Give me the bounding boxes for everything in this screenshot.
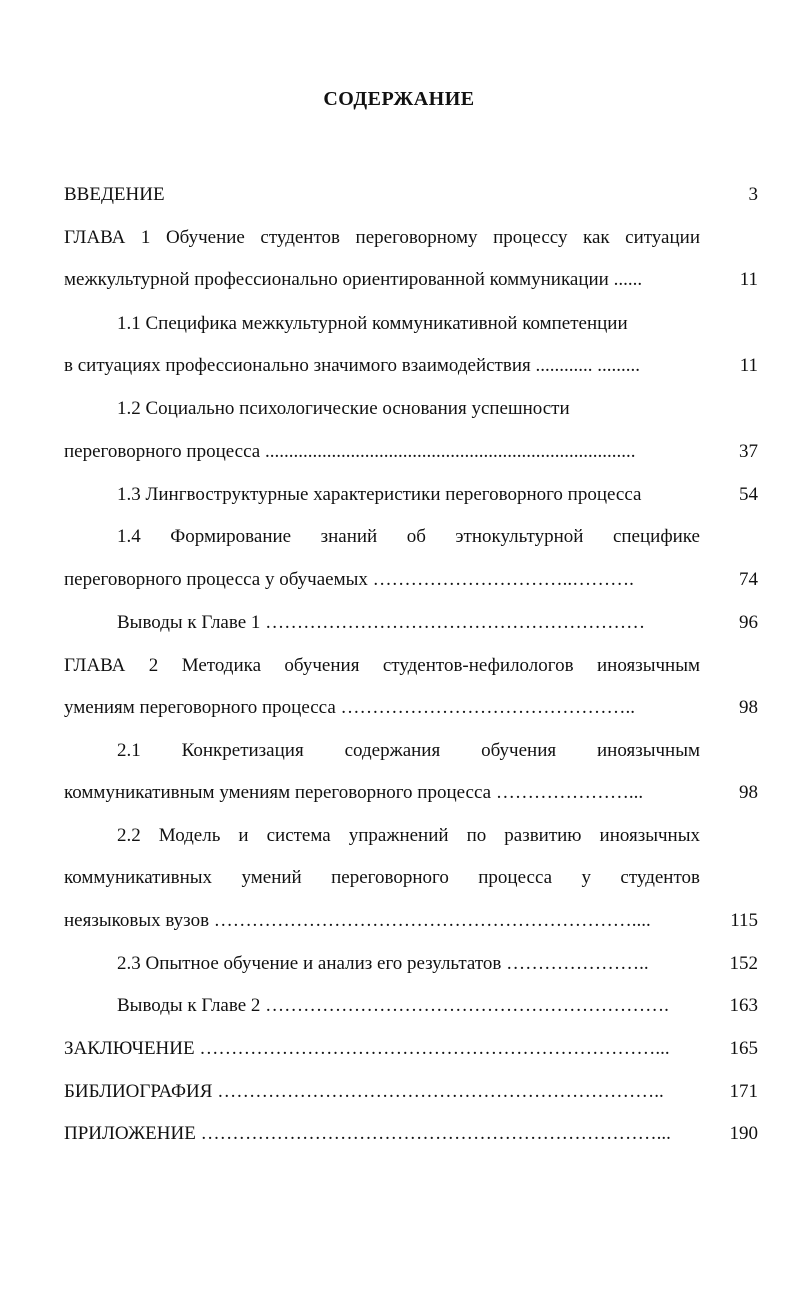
page-number-section-2-1: 98 [739, 782, 758, 803]
toc-line-chapter-1-cont: межкультурной профессионально ориентированной коммуникации ...... [64, 269, 643, 290]
page-number-section-2-2: 115 [730, 910, 758, 931]
toc-line-chapter-1: ГЛАВА 1 Обучение студентов переговорному процессу как ситуации [64, 227, 700, 248]
toc-line-section-1-3: 1.3 Лингвоструктурные характеристики переговорного процесса [117, 484, 642, 505]
toc-line-conclusions-chapter-1: Выводы к Главе 1 …………………………………………………… [117, 612, 646, 633]
page-number-conclusions-chapter-1: 96 [739, 612, 758, 633]
toc-line-chapter-2-cont: умениям переговорного процесса ……………………………………….. [64, 697, 636, 718]
page-number-conclusion: 165 [729, 1038, 758, 1059]
toc-line-section-2-3: 2.3 Опытное обучение и анализ его результатов ………………….. [117, 953, 649, 974]
page-number-chapter-2: 98 [739, 697, 758, 718]
page-number-section-1-1: 11 [739, 355, 758, 376]
page-number-section-1-4: 74 [739, 569, 758, 590]
page-number-section-2-3: 152 [729, 953, 758, 974]
toc-line-section-1-4-cont: переговорного процесса у обучаемых …………………………..………. [64, 569, 634, 590]
page-title: СОДЕРЖАНИЕ [323, 88, 475, 110]
toc-line-section-2-2-cont: коммуникативных умений переговорного процесса у студентов [64, 867, 700, 888]
toc-line-section-2-2: 2.2 Модель и система упражнений по развитию иноязычных [117, 825, 700, 846]
toc-line-section-1-1-cont: в ситуациях профессионально значимого взаимодействия ............ ......... [64, 355, 640, 376]
page-number-appendix: 190 [729, 1123, 758, 1144]
toc-line-bibliography: БИБЛИОГРАФИЯ …………………………………………………………….. [64, 1081, 664, 1102]
page-number-section-1-3: 54 [739, 484, 758, 505]
toc-line-conclusion: ЗАКЛЮЧЕНИЕ ………………………………………………………………... [64, 1038, 670, 1059]
page-number-conclusions-chapter-2: 163 [729, 995, 758, 1016]
toc-line-appendix: ПРИЛОЖЕНИЕ ………………………………………………………………... [64, 1123, 671, 1144]
page-number-chapter-1: 11 [739, 269, 758, 290]
page-number-section-1-2: 37 [739, 441, 758, 462]
toc-line-chapter-2: ГЛАВА 2 Методика обучения студентов-нефилологов иноязычным [64, 655, 700, 676]
toc-line-section-2-1-cont: коммуникативным умениям переговорного процесса …………………... [64, 782, 644, 803]
toc-line-introduction: ВВЕДЕНИЕ [64, 184, 165, 205]
toc-line-section-1-2: 1.2 Социально психологические основания успешности [117, 398, 570, 419]
toc-line-conclusions-chapter-2: Выводы к Главе 2 ………………………………………………………. [117, 995, 669, 1016]
toc-line-section-2-2-cont-2: неязыковых вузов ………………………………………………………….... [64, 910, 651, 931]
page-number-bibliography: 171 [729, 1081, 758, 1102]
toc-line-section-2-1: 2.1 Конкретизация содержания обучения иноязычным [117, 740, 700, 761]
toc-line-section-1-4: 1.4 Формирование знаний об этнокультурной специфике [117, 526, 700, 547]
toc-line-section-1-2-cont: переговорного процесса .............................................................................. [64, 441, 636, 462]
toc-line-section-1-1: 1.1 Специфика межкультурной коммуникативной компетенции [117, 313, 628, 334]
page-number-introduction: 3 [748, 184, 758, 205]
